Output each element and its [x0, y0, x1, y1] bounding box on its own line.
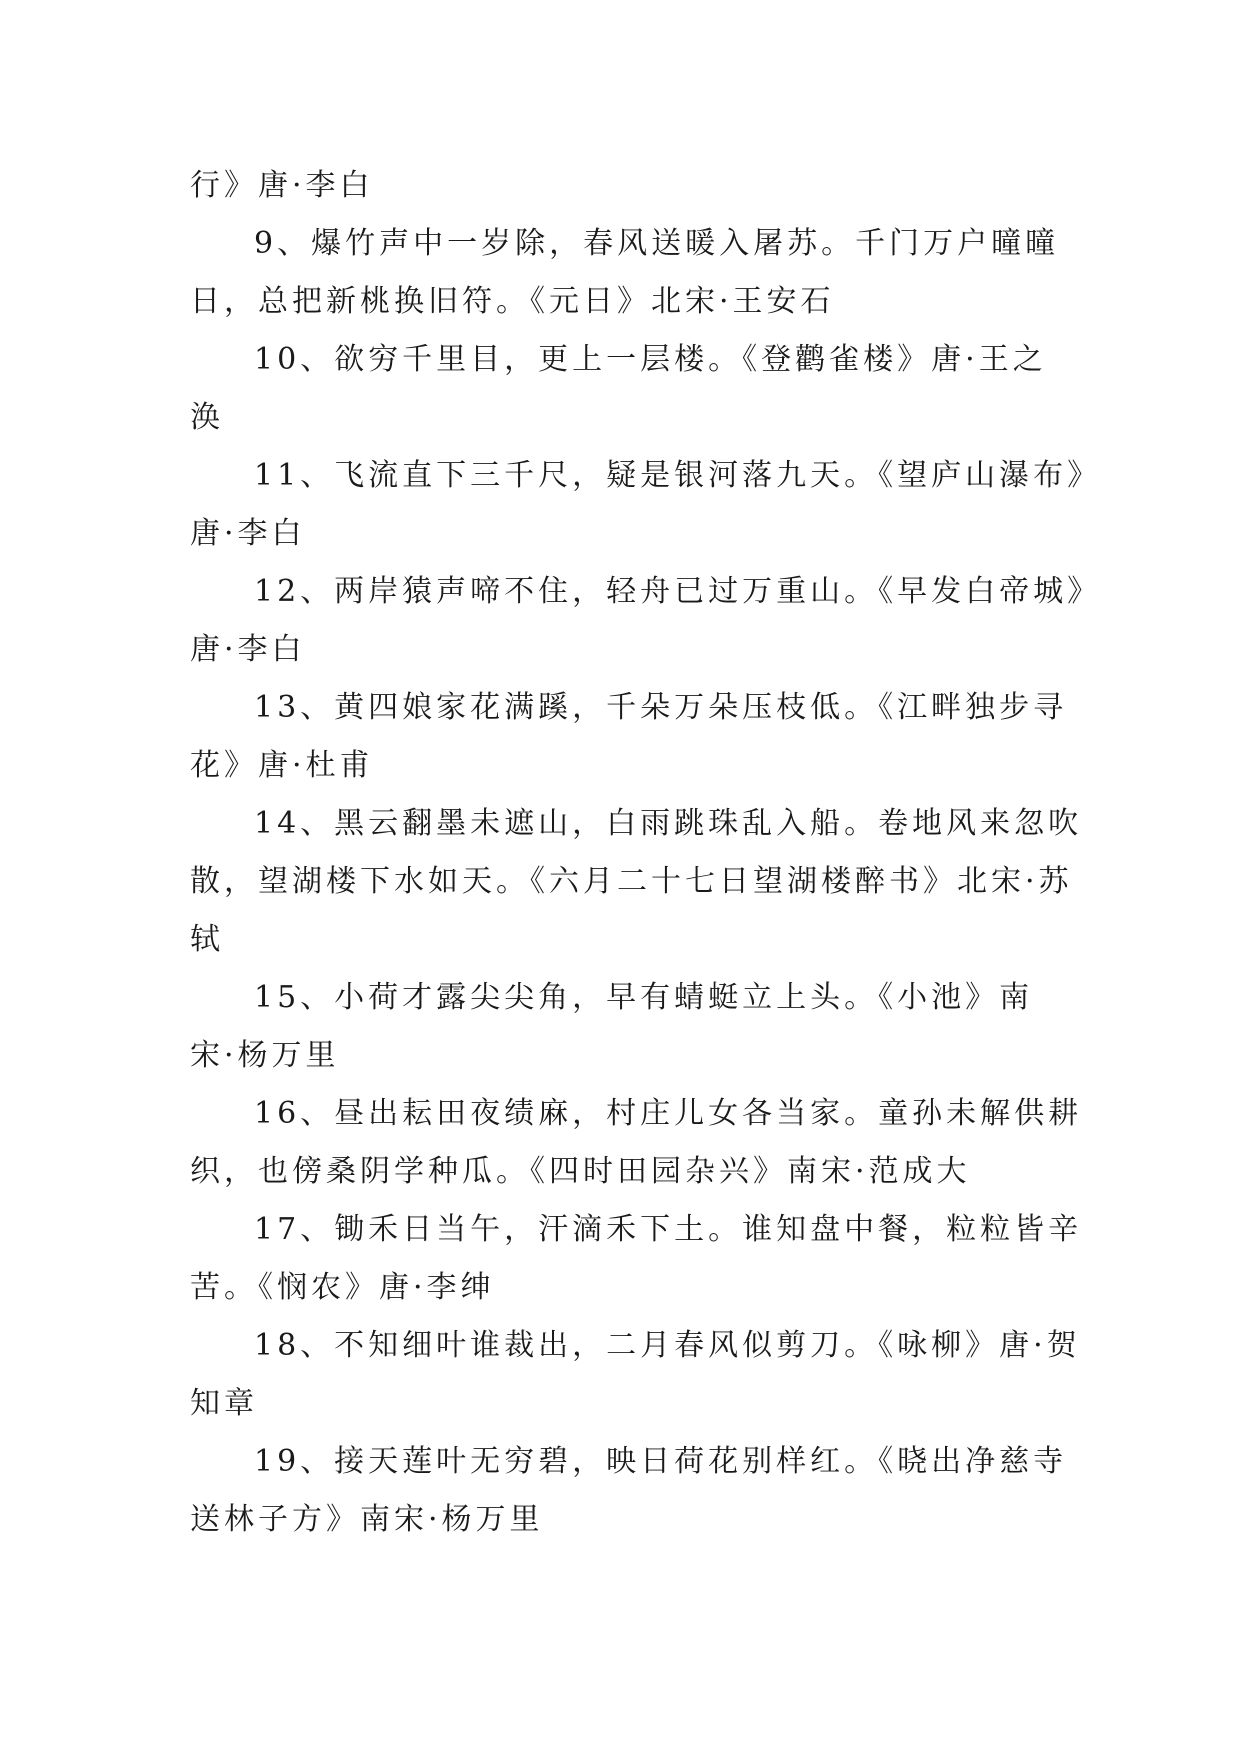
- text-line: 12、两岸猿声啼不住，轻舟已过万重山。《早发白帝城》: [254, 574, 1102, 609]
- text-line: 知章: [190, 1386, 258, 1421]
- text-line: 13、黄四娘家花满蹊，千朵万朵压枝低。《江畔独步寻: [254, 690, 1068, 725]
- text-line: 行》唐·李白: [190, 168, 374, 203]
- text-line: 轼: [190, 922, 224, 957]
- text-line: 15、小荷才露尖尖角，早有蜻蜓立上头。《小池》南: [254, 980, 1034, 1015]
- text-line: 花》唐·杜甫: [190, 748, 374, 783]
- text-line: 唐·李白: [190, 632, 306, 667]
- text-line: 14、黑云翻墨未遮山，白雨跳珠乱入船。卷地风来忽吹: [254, 806, 1083, 841]
- text-line: 18、不知细叶谁裁出，二月春风似剪刀。《咏柳》唐·贺: [254, 1328, 1081, 1363]
- text-line: 苦。《悯农》唐·李绅: [190, 1270, 495, 1305]
- text-line: 19、接天莲叶无穷碧，映日荷花别样红。《晓出净慈寺: [254, 1444, 1068, 1479]
- text-line: 16、昼出耘田夜绩麻，村庄儿女各当家。童孙未解供耕: [254, 1096, 1083, 1131]
- text-line: 唐·李白: [190, 516, 306, 551]
- text-line: 送林子方》南宋·杨万里: [190, 1502, 544, 1537]
- text-line: 日，总把新桃换旧符。《元日》北宋·王安石: [190, 284, 835, 319]
- text-line: 宋·杨万里: [190, 1038, 340, 1073]
- poem-list: [190, 157, 1102, 1549]
- text-line: 17、锄禾日当午，汗滴禾下土。谁知盘中餐，粒粒皆辛: [254, 1212, 1083, 1247]
- text-line: 散，望湖楼下水如天。《六月二十七日望湖楼醉书》北宋·苏: [190, 864, 1073, 899]
- text-line: 11、飞流直下三千尺，疑是银河落九天。《望庐山瀑布》: [254, 458, 1102, 493]
- text-line: 织，也傍桑阴学种瓜。《四时田园杂兴》南宋·范成大: [190, 1154, 971, 1189]
- text-line: 涣: [190, 400, 224, 435]
- text-line: 9、爆竹声中一岁除，春风送暖入屠苏。千门万户曈曈: [254, 226, 1060, 261]
- text-line: 10、欲穷千里目，更上一层楼。《登鹳雀楼》唐·王之: [254, 342, 1047, 377]
